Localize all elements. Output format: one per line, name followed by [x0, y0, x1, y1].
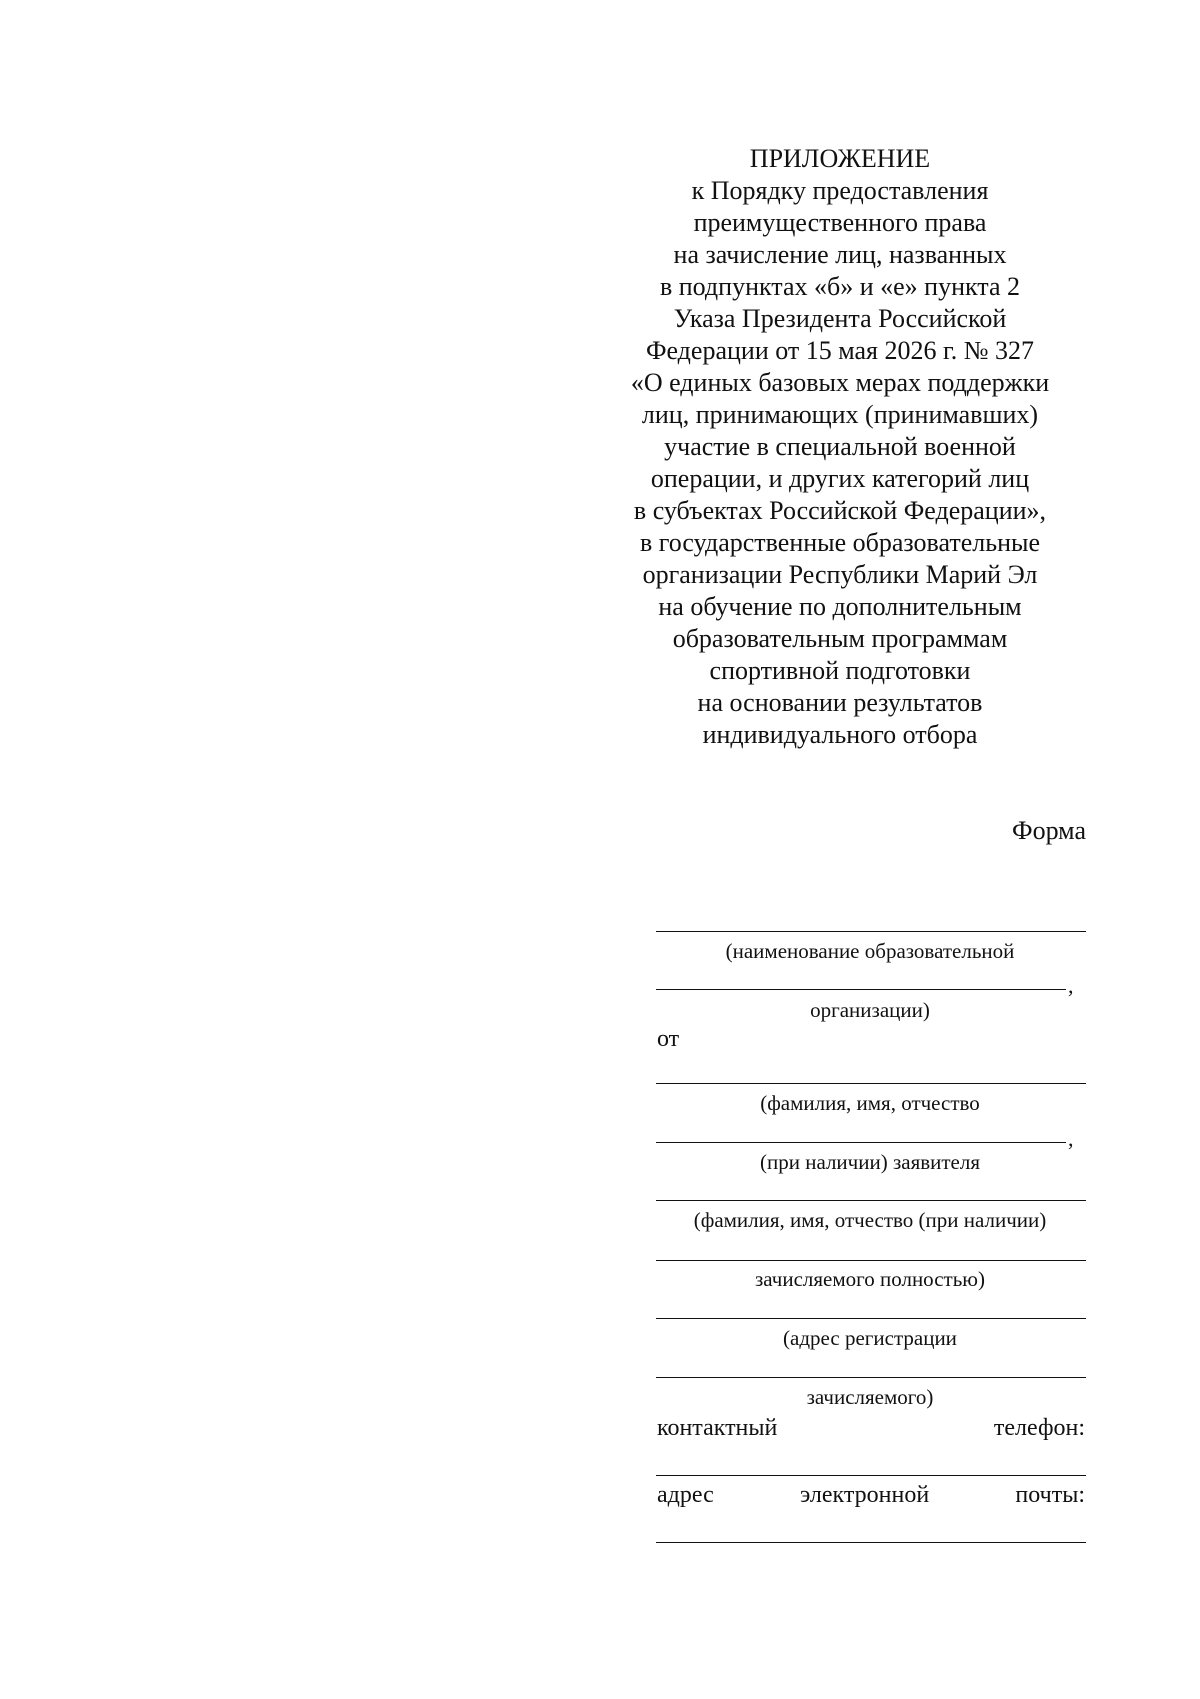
applicant-name-caption: (фамилия, имя, отчество [760, 1091, 980, 1115]
appendix-line: в государственные образовательные [639, 528, 1041, 557]
appendix-line: спортивной подготовки [709, 656, 971, 685]
email-label-word: почты: [1015, 1482, 1085, 1508]
appendix-line: в субъектах Российской Федерации», [633, 496, 1047, 525]
phone-label-word: телефон: [993, 1415, 1085, 1441]
address-caption: (адрес регистрации [783, 1326, 957, 1350]
appendix-line: к Порядку предоставления [691, 176, 989, 205]
appendix-line: индивидуального отбора [702, 720, 978, 749]
enrollee-name-caption: (фамилия, имя, отчество (при наличии) [693, 1208, 1047, 1232]
appendix-line: преимущественного права [693, 208, 987, 237]
appendix-line: организации Республики Марий Эл [642, 560, 1038, 589]
address-caption-2: зачисляемого) [806, 1385, 934, 1409]
appendix-line: лиц, принимающих (принимавших) [641, 400, 1039, 429]
appendix-line: в подпунктах «б» и «е» пункта 2 [659, 272, 1021, 301]
address-line[interactable] [656, 1318, 1086, 1319]
address-line-2[interactable] [656, 1377, 1086, 1378]
enrollee-name-caption-2: зачисляемого полностью) [755, 1267, 985, 1291]
appendix-line: на основании результатов [697, 688, 983, 717]
appendix-line: на обучение по дополнительным [658, 592, 1022, 621]
org-name-line[interactable] [656, 931, 1086, 932]
applicant-name-line[interactable] [656, 1083, 1086, 1084]
enrollee-name-line[interactable] [656, 1200, 1086, 1201]
email-label-word: электронной [800, 1482, 930, 1508]
appendix-heading [620, 143, 1060, 751]
phone-line[interactable] [656, 1475, 1086, 1476]
org-name-line-2[interactable] [656, 989, 1066, 990]
enrollee-name-line-2[interactable] [656, 1260, 1086, 1261]
applicant-name-line-2[interactable] [656, 1142, 1066, 1143]
appendix-title: ПРИЛОЖЕНИЕ [749, 144, 931, 173]
email-label-word: адрес [657, 1482, 714, 1508]
appendix-line: «О единых базовых мерах поддержки [630, 368, 1050, 397]
org-name-caption-2: организации) [810, 998, 930, 1022]
comma: , [1068, 1126, 1074, 1151]
phone-row [657, 1413, 1085, 1443]
email-row [657, 1480, 1085, 1510]
comma: , [1068, 973, 1074, 998]
applicant-name-caption-2: (при наличии) заявителя [759, 1150, 981, 1174]
appendix-line: Федерации от 15 мая 2026 г. № 327 [645, 336, 1035, 365]
from-label: от [657, 1026, 680, 1052]
appendix-line: Указа Президента Российской [673, 304, 1007, 333]
email-line[interactable] [656, 1542, 1086, 1543]
appendix-line: участие в специальной военной [664, 432, 1016, 461]
org-name-caption: (наименование образовательной [725, 939, 1015, 963]
appendix-line: операции, и других категорий лиц [650, 464, 1030, 493]
appendix-line: на зачисление лиц, названных [673, 240, 1007, 269]
phone-label-word: контактный [657, 1415, 778, 1441]
appendix-line: образовательным программам [672, 624, 1008, 653]
form-label: Форма [1012, 816, 1086, 845]
